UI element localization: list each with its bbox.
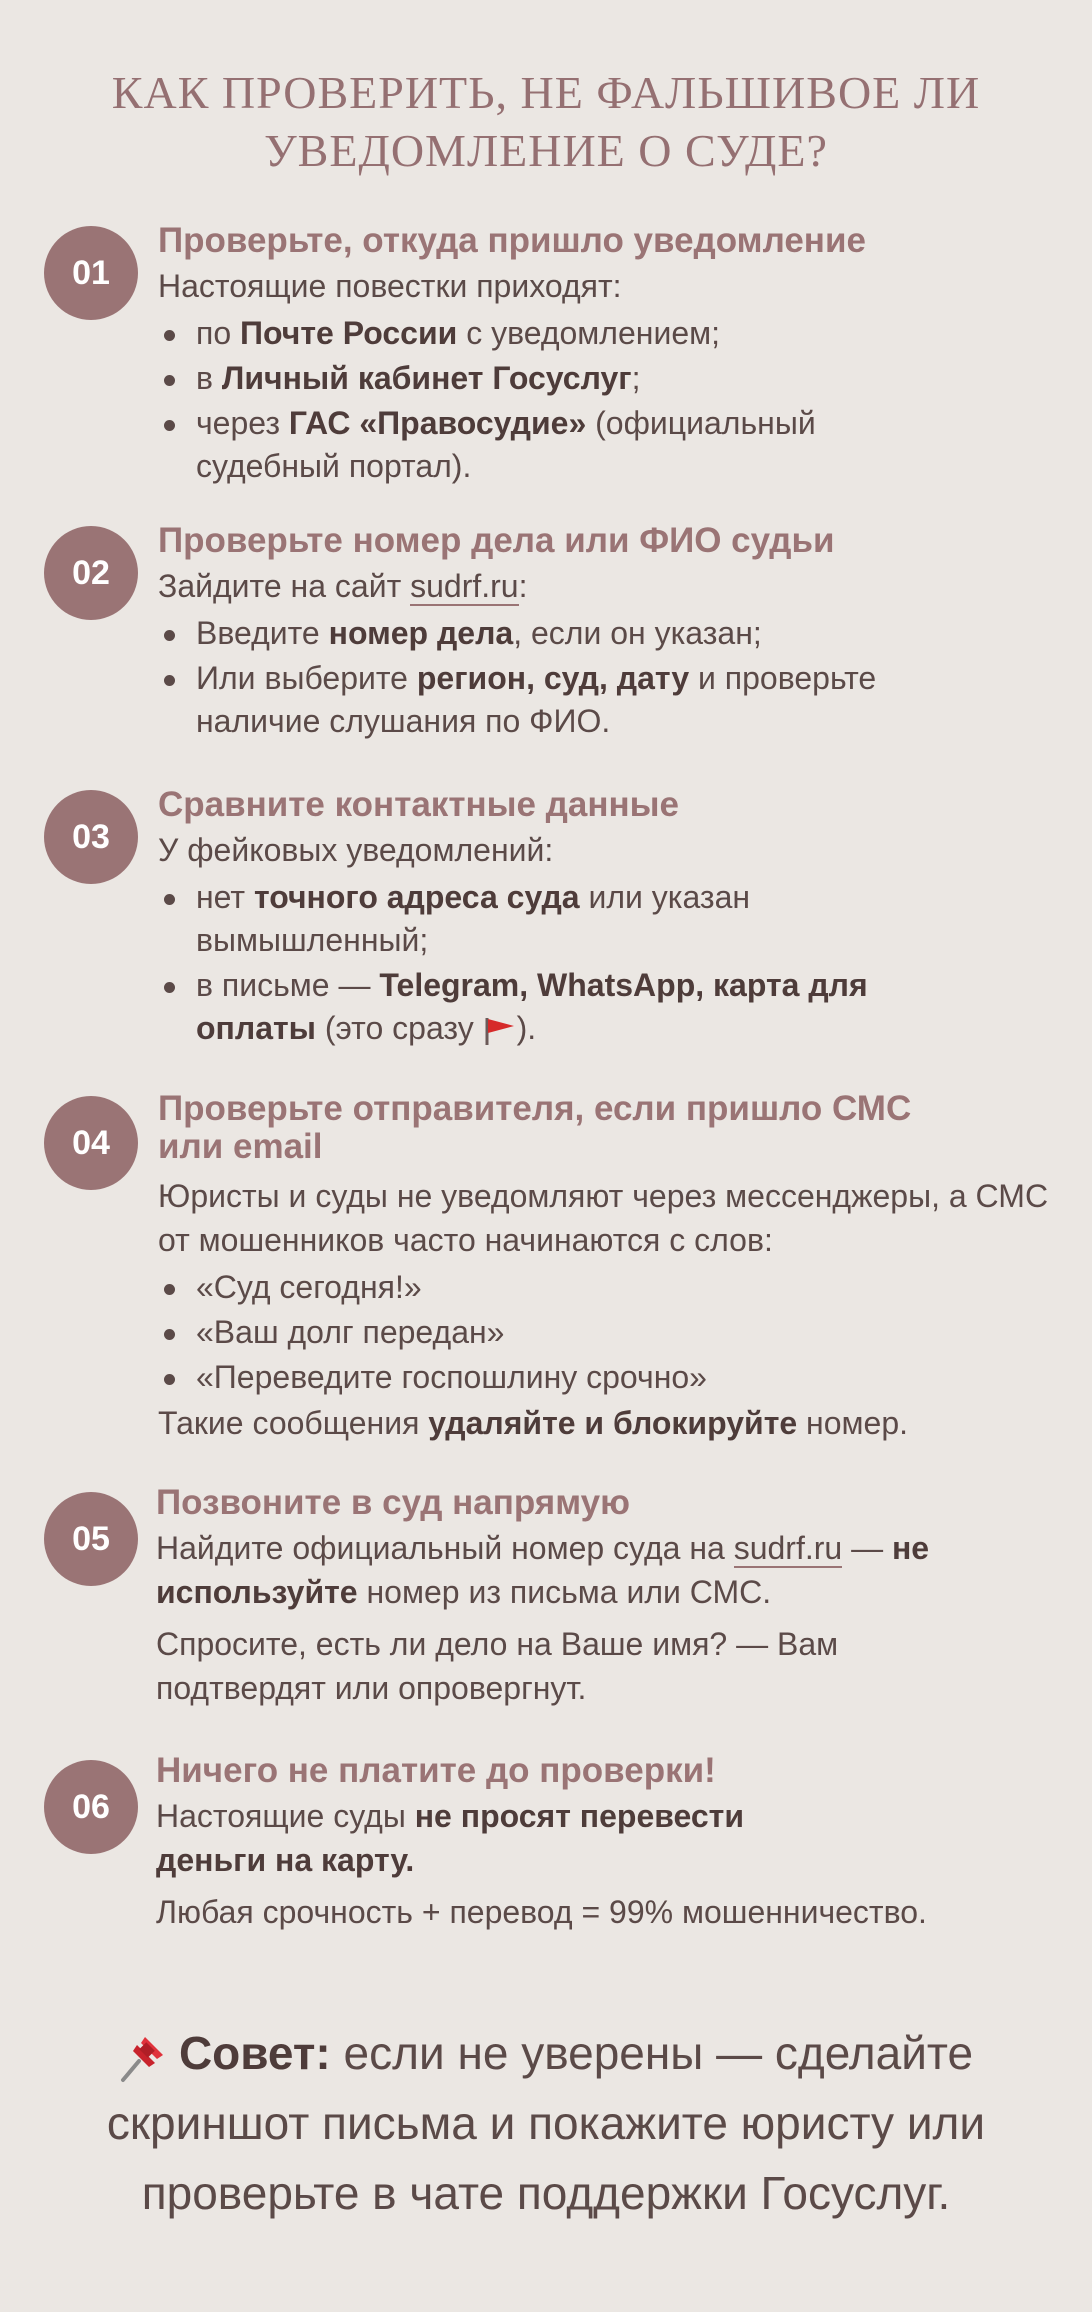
step-heading: Сравните контактные данные — [158, 785, 680, 824]
step-list — [158, 612, 1058, 743]
list-item: «Суд сегодня!» — [158, 1266, 1058, 1309]
list-item: Введите номер дела, если он указан; — [158, 612, 1058, 655]
step-heading: Ничего не платите до проверки! — [156, 1751, 716, 1790]
step-heading: Проверьте номер дела или ФИО судьи — [158, 521, 835, 560]
step-heading: Позвоните в суд напрямую — [156, 1483, 631, 1522]
advice-block — [40, 2018, 1052, 2228]
step-paragraph: Настоящие суды не просят перевести деньги на карту. — [156, 1798, 744, 1878]
list-item: через ГАС «Правосудие» (официальный судебный портал). — [158, 402, 916, 488]
step-heading: Проверьте отправителя, если пришло СМС или email — [158, 1089, 912, 1166]
step-paragraph: Спросите, есть ли дело на Ваше имя? — Вам подтвердят или опровергнут. — [156, 1626, 839, 1706]
step-intro: Юристы и суды не уведомляют через мессенджеры, а СМС от мошенников часто начинаются с слов: — [158, 1178, 1049, 1258]
list-item: в Личный кабинет Госуслуг; — [158, 357, 1058, 400]
step-number-badge: 01 — [44, 226, 138, 320]
step-outro: Такие сообщения удаляйте и блокируйте номер. — [158, 1405, 908, 1441]
step-intro: У фейковых уведомлений: — [158, 832, 554, 868]
sudrf-link[interactable]: sudrf.ru — [733, 1530, 843, 1566]
list-item: «Ваш долг передан» — [158, 1311, 1058, 1354]
step-intro: Зайдите на сайт sudrf.ru: — [158, 568, 528, 604]
step-paragraph: Любая срочность + перевод = 99% мошенничество. — [156, 1894, 927, 1930]
step-paragraph: Найдите официальный номер суда на sudrf.ru — не используйте номер из письма или СМС. — [156, 1530, 930, 1610]
step-intro: Настоящие повестки приходят: — [158, 268, 622, 304]
step-number-badge: 05 — [44, 1492, 138, 1586]
step-number-badge: 04 — [44, 1096, 138, 1190]
sudrf-link[interactable]: sudrf.ru — [410, 568, 519, 604]
page-title: КАК ПРОВЕРИТЬ, НЕ ФАЛЬШИВОЕ ЛИ УВЕДОМЛЕНИЕ О СУДЕ? — [111, 67, 981, 176]
list-item: Или выберите регион, суд, дату и проверьте наличие слушания по ФИО. — [158, 657, 886, 743]
step-list — [158, 876, 1058, 1050]
step-number-badge: 02 — [44, 526, 138, 620]
step-number-badge: 06 — [44, 1760, 138, 1854]
step-number-badge: 03 — [44, 790, 138, 884]
list-item: нет точного адреса суда или указан вымышленный; — [158, 876, 836, 962]
advice-label: Совет: — [178, 2027, 331, 2079]
red-flag-icon — [483, 1016, 517, 1046]
list-item: по Почте России с уведомлением; — [158, 312, 1058, 355]
pushpin-icon — [119, 2031, 169, 2083]
list-item: «Переведите госпошлину срочно» — [158, 1356, 1058, 1399]
step-list — [158, 1266, 1058, 1399]
list-item: в письме — Telegram, WhatsApp, карта для оплаты (это сразу ). — [158, 964, 916, 1050]
step-list — [158, 312, 1058, 488]
step-heading: Проверьте, откуда пришло уведомление — [158, 221, 866, 260]
advice-text: если не уверены — сделайте скриншот письма и покажите юристу или проверьте в чате поддержки Госуслуг. — [106, 2027, 986, 2219]
